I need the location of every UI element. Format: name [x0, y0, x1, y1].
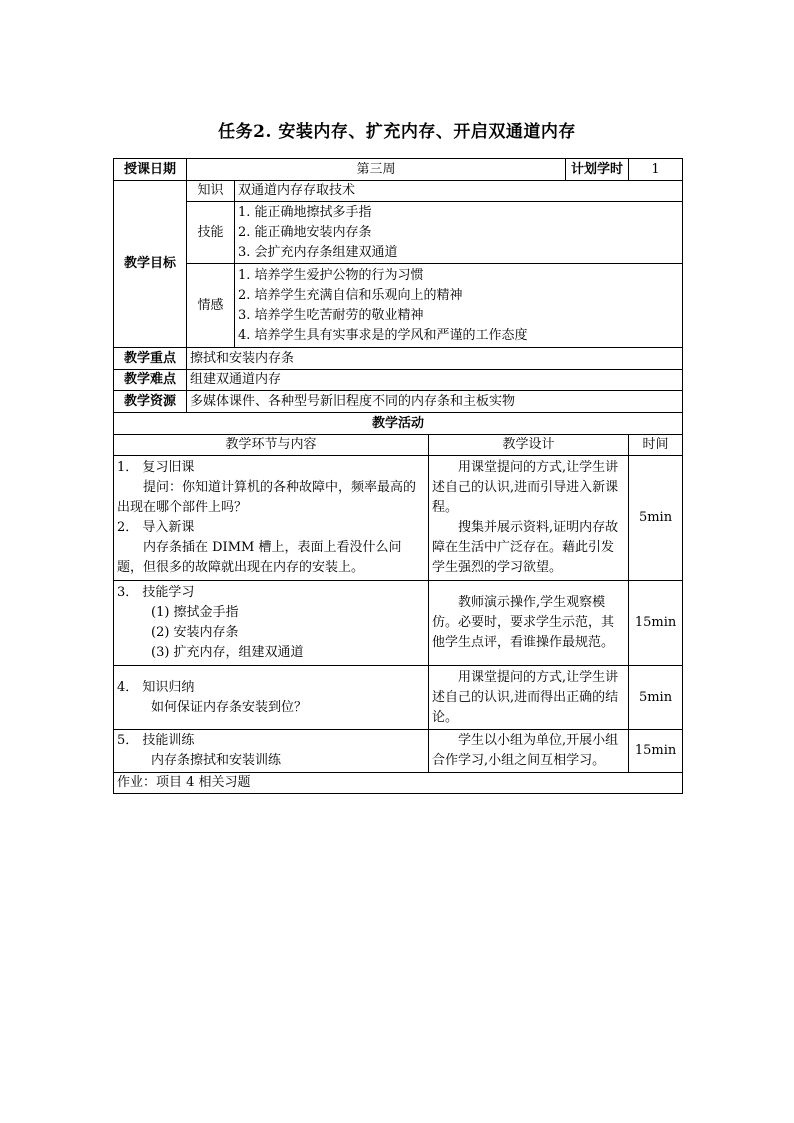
design-text: 用课堂提问的方式,让学生讲述自己的认识,进而引导进入新课程。 [432, 460, 619, 515]
design-text: 用课堂提问的方式,让学生讲述自己的认识,进而得出正确的结论。 [432, 669, 619, 725]
emotion-item: 1. 培养学生爱护公物的行为习惯 [238, 267, 424, 283]
activity-design [429, 730, 629, 773]
design-text: 教师演示操作,学生观察模仿。必要时，要求学生示范，其他学生点评，看谁操作最规范。 [432, 595, 615, 650]
lesson-plan-table [113, 158, 683, 794]
column-header-row [114, 435, 683, 456]
hours-value: 1 [629, 159, 683, 181]
design-text: 搜集并展示资料,证明内存故障在生活中广泛存在。藉此引发学生强烈的学习欲望。 [432, 520, 619, 575]
knowledge-label: 知识 [187, 181, 235, 202]
activity-row-3 [114, 666, 683, 730]
homework-row [114, 773, 683, 794]
activity-design [429, 666, 629, 730]
step-heading: 3． 技能学习 [117, 585, 195, 600]
resources-label: 教学资源 [114, 391, 187, 413]
activity-row-1 [114, 456, 683, 581]
emotion-row [114, 264, 683, 348]
step-text: 内存条擦拭和安装训练 [151, 753, 282, 768]
emotion-list [235, 264, 683, 348]
step-item: (3) 扩充内存，组建双通道 [151, 645, 304, 660]
difficulty-row [114, 370, 683, 391]
skill-item: 2. 能正确地安装内存条 [238, 224, 372, 240]
focus-label: 教学重点 [114, 348, 187, 370]
col-time-header: 时间 [629, 435, 683, 456]
activity-content [114, 456, 429, 581]
design-text: 学生以小组为单位,开展小组合作学习,小组之间互相学习。 [432, 733, 619, 768]
activity-time: 5min [629, 666, 683, 730]
emotion-label: 情感 [187, 264, 235, 348]
activity-header-row [114, 413, 683, 435]
hours-label: 计划学时 [566, 159, 629, 181]
skill-item: 3. 会扩充内存条组建双通道 [238, 244, 398, 260]
date-value: 第三周 [187, 159, 566, 181]
step-heading: 1． 复习旧课 [117, 460, 195, 475]
step-heading: 5． 技能训练 [117, 733, 195, 748]
activity-row-2 [114, 581, 683, 666]
emotion-item: 2. 培养学生充满自信和乐观向上的精神 [238, 287, 463, 303]
difficulty-label: 教学难点 [114, 370, 187, 391]
activity-time: 15min [629, 730, 683, 773]
activity-content [114, 581, 429, 666]
homework-text: 作业：项目 4 相关习题 [114, 773, 683, 794]
date-label: 授课日期 [114, 159, 187, 181]
activity-time: 5min [629, 456, 683, 581]
skill-list [235, 202, 683, 264]
focus-row [114, 348, 683, 370]
activity-content [114, 730, 429, 773]
emotion-item: 4. 培养学生具有实事求是的学风和严谨的工作态度 [238, 327, 528, 343]
activity-label: 教学活动 [114, 413, 683, 435]
skill-label: 技能 [187, 202, 235, 264]
step-heading: 2． 导入新课 [117, 520, 195, 535]
step-heading: 4． 知识归纳 [117, 679, 195, 695]
step-text: 如何保证内存条安装到位？ [151, 699, 308, 715]
col-content-header: 教学环节与内容 [114, 435, 429, 456]
resources-row [114, 391, 683, 413]
activity-time: 15min [629, 581, 683, 666]
skill-item: 1. 能正确地擦拭多手指 [238, 204, 372, 220]
knowledge-text: 双通道内存存取技术 [235, 181, 683, 202]
activity-content [114, 666, 429, 730]
focus-text: 擦拭和安装内存条 [187, 348, 683, 370]
resources-text: 多媒体课件、各种型号新旧程度不同的内存条和主板实物 [187, 391, 683, 413]
activity-row-4 [114, 730, 683, 773]
step-item: (1) 擦拭金手指 [151, 605, 239, 620]
step-text: 内存条插在 DIMM 槽上，表面上看没什么问题，但很多的故障就出现在内存的安装上。 [117, 540, 402, 575]
activity-design [429, 581, 629, 666]
skill-row [114, 202, 683, 264]
step-item: (2) 安装内存条 [151, 625, 239, 640]
knowledge-row [114, 181, 683, 202]
step-text: 提问：你知道计算机的各种故障中，频率最高的出现在哪个部件上吗？ [117, 480, 417, 515]
page-title: 任务2. 安装内存、扩充内存、开启双通道内存 [218, 122, 576, 142]
emotion-item: 3. 培养学生吃苦耐劳的敬业精神 [238, 307, 424, 323]
activity-design [429, 456, 629, 581]
col-design-header: 教学设计 [429, 435, 629, 456]
goals-label: 教学目标 [114, 181, 187, 348]
difficulty-text: 组建双通道内存 [187, 370, 683, 391]
date-row [114, 159, 683, 181]
